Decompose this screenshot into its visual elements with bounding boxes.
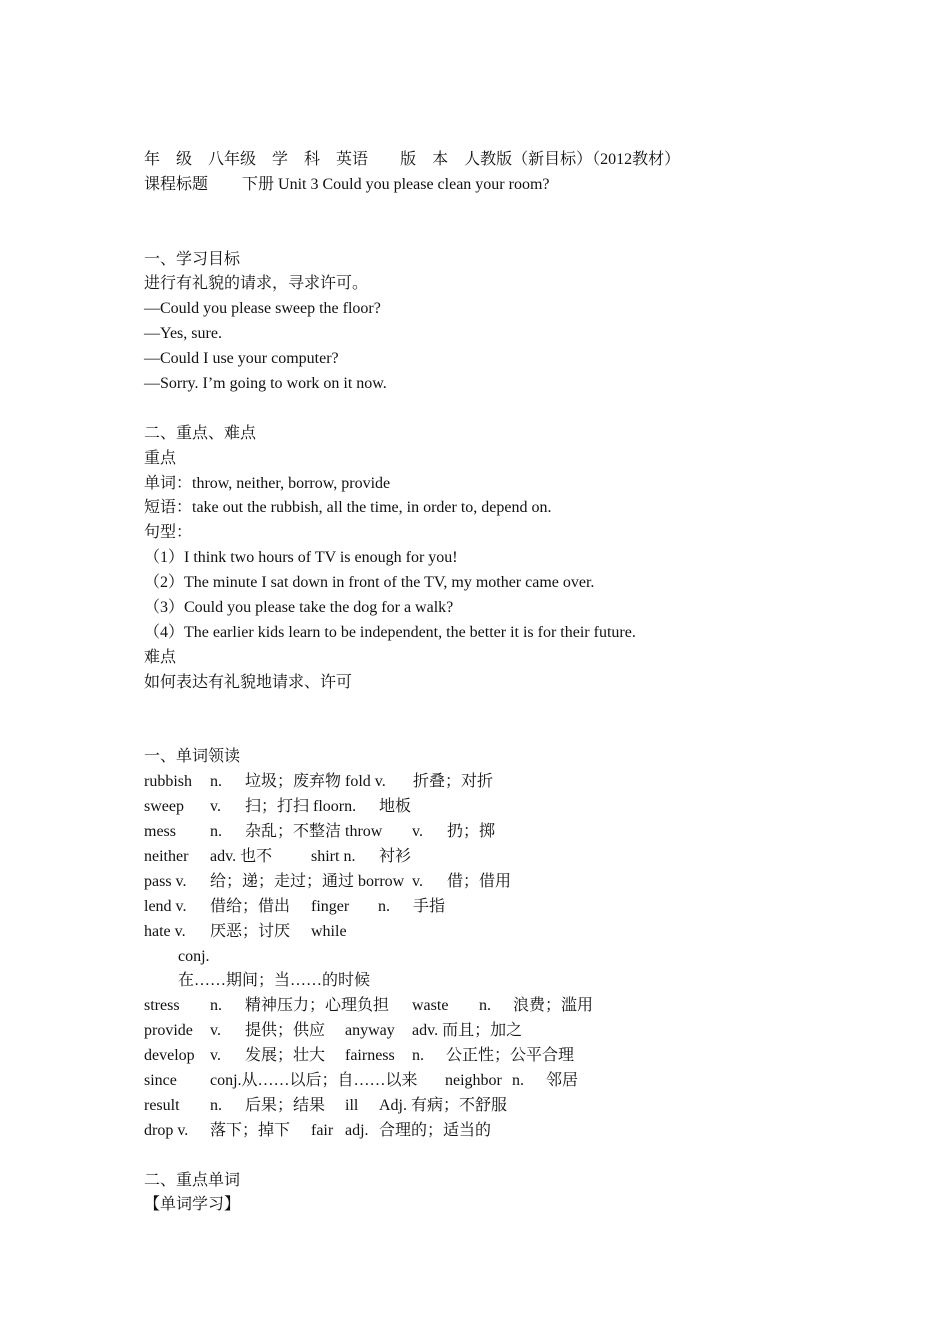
- pattern-item: （2）The minute I sat down in front of the TV, my mother came over.: [144, 574, 595, 592]
- section-heading-key-words: 二、重点单词: [144, 1171, 241, 1189]
- key-label: 重点: [144, 449, 177, 467]
- pattern-item: （1）I think two hours of TV is enough for you!: [144, 549, 458, 567]
- vocab-row: drop v. 落下；掉下 fair adj. 合理的；适当的: [144, 1121, 492, 1139]
- key-phrases: 短语：take out the rubbish, all the time, in order to, depend on.: [144, 499, 552, 517]
- course-value: 下册 Unit 3 Could you please clean your room?: [242, 175, 550, 193]
- section-heading-key-points: 二、重点、难点: [144, 424, 257, 442]
- patterns-label: 句型：: [144, 524, 193, 542]
- subject-value: 英语: [336, 151, 369, 168]
- dialog-line: —Could you please sweep the floor?: [144, 300, 381, 318]
- dialog-line: —Sorry. I’m going to work on it now.: [144, 375, 387, 393]
- dialog-line: —Yes, sure.: [144, 325, 222, 343]
- vocab-row: develop v. 发展；壮大 fairness n. 公正性；公平合理: [144, 1047, 575, 1065]
- edition-value: 人教版（新目标）（2012教材）: [464, 151, 681, 168]
- vocab-row: mess n. 杂乱；不整洁 throw v. 扔；掷: [144, 823, 496, 841]
- subject-label: 学 科: [272, 151, 321, 168]
- key-words-subheading: 【单词学习】: [144, 1196, 241, 1214]
- grade-value: 八年级: [208, 151, 257, 168]
- key-words: 单词：throw, neither, borrow, provide: [144, 474, 391, 492]
- vocab-row: sweep v. 扫；打扫 floorn. 地板: [144, 798, 412, 816]
- info-row-course: [144, 173, 844, 198]
- difficult-text: 如何表达有礼貌地请求、许可: [144, 673, 353, 691]
- pattern-item: （4）The earlier kids learn to be independent, the better it is for their future.: [144, 623, 636, 641]
- vocab-row: result n. 后果；结果 ill Adj. 有病；不舒服: [144, 1096, 508, 1114]
- vocab-row: neither adv. 也不 shirt n. 衬衫: [144, 847, 412, 865]
- vocab-while-meaning: 在……期间；当……的时候: [178, 972, 371, 990]
- objectives-intro: 进行有礼貌的请求，寻求许可。: [144, 275, 369, 293]
- pattern-item: （3）Could you please take the dog for a walk?: [144, 599, 454, 617]
- vocab-row: lend v. 借给；借出 finger n. 手指: [144, 897, 446, 915]
- section-heading-vocab-reading: 一、单词领读: [144, 748, 241, 766]
- vocab-row: provide v. 提供；供应 anyway adv. 而且；加之: [144, 1022, 523, 1040]
- section-heading-objectives: 一、学习目标: [144, 250, 241, 268]
- vocab-row: rubbish n. 垃圾；废弃物 fold v. 折叠；对折: [144, 773, 494, 791]
- edition-label: 版 本: [400, 151, 449, 168]
- difficult-label: 难点: [144, 648, 177, 666]
- vocab-while-pos: conj.: [178, 947, 210, 965]
- info-row-grade: [144, 148, 844, 173]
- dialog-line: —Could I use your computer?: [144, 350, 339, 368]
- grade-label: 年 级: [144, 151, 193, 168]
- course-label: 课程标题: [144, 175, 209, 193]
- vocab-row: pass v. 给；递；走过；通过 borrow v. 借；借用: [144, 872, 512, 890]
- document-page: [144, 148, 844, 1218]
- vocab-row: since conj.从……以后；自……以来 neighbor n. 邻居: [144, 1071, 579, 1089]
- vocab-row: stress n. 精神压力；心理负担 waste n. 浪费；滥用: [144, 997, 594, 1015]
- vocab-row: hate v. 厌恶；讨厌 while: [144, 922, 347, 940]
